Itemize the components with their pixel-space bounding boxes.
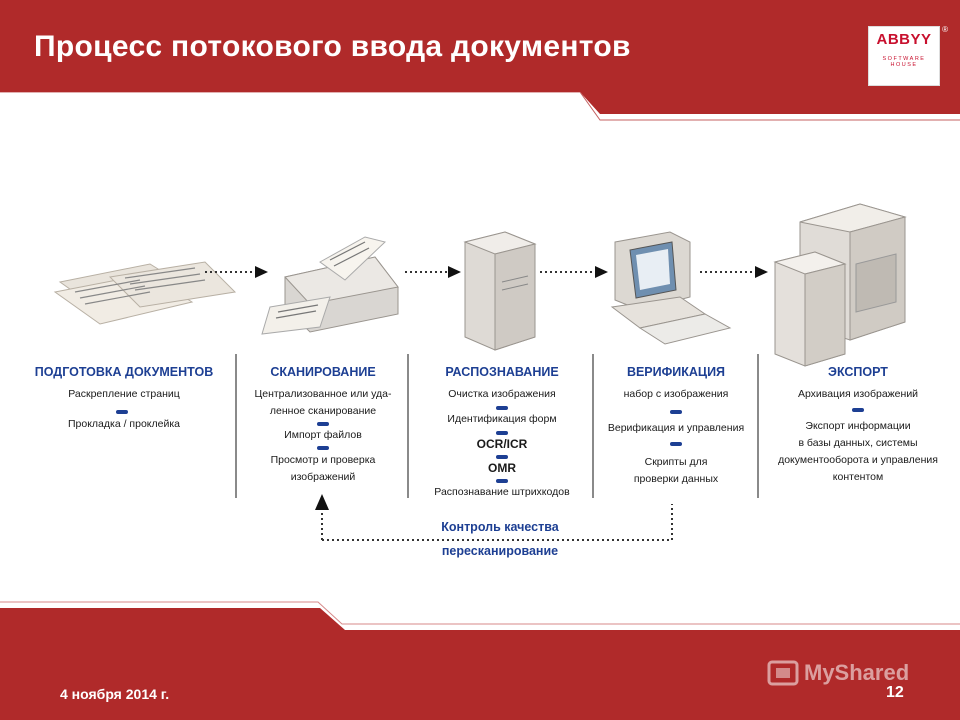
stage-bullet [317,422,329,426]
stage-bullet [496,479,508,483]
watermark-icon [766,656,800,690]
abbyy-logo [868,25,948,86]
stage-item: Распознавание штрихкодов [434,486,570,498]
stage-item: OCR/ICR [476,437,528,451]
stage-title-verification: ВЕРИФИКАЦИЯ [626,365,726,379]
flow-arrow-3 [540,266,608,278]
stage-item: ленное сканирование [269,405,377,417]
watermark-text: MyShared [804,660,910,685]
stage-item: в базы данных, системы [798,437,918,449]
stage-item: Раскрепление страниц [68,388,180,400]
stage-title-export: ЭКСПОРТ [828,365,888,379]
stage-item: Экспорт информации [805,420,911,432]
footer-banner-shape [0,608,960,660]
stage-item: Скрипты для [644,456,708,468]
stage-bullet [670,442,682,446]
stage-bullet [852,408,864,412]
header-banner-shape [0,92,960,114]
rescanning-label: пересканирование [441,544,559,558]
stage-item: Идентификация форм [447,413,557,425]
logo-registered-mark: ® [942,25,948,34]
stage-item: Просмотр и проверка [270,454,376,466]
stage-item: Централизованное или уда- [254,388,392,400]
stage-item: Верификация и управления [607,422,745,434]
flow-arrow-2 [405,266,461,278]
stage-title-recognition: РАСПОЗНАВАНИЕ [445,365,559,379]
content-panel [0,92,960,660]
flow-arrow-4 [700,266,768,278]
stage-item: проверки данных [633,473,719,485]
stage-item: Архивация изображений [797,388,919,400]
stage-bullet [670,410,682,414]
stage-title-scanning: СКАНИРОВАНИЕ [270,365,376,379]
stage-bullet [496,455,508,459]
stage-bullet [317,446,329,450]
stage-title-preparation: ПОДГОТОВКА ДОКУМЕНТОВ [34,365,214,379]
stage-bullet [116,410,128,414]
stage-item: Импорт файлов [284,429,362,441]
stage-item: OMR [488,461,516,475]
stage-item: изображений [290,471,356,483]
slide-date: 4 ноября 2014 г. [60,686,170,702]
server-illustration [465,232,535,350]
scanner-illustration [262,237,398,334]
slide-title: Процесс потокового ввода документов [34,30,631,63]
page-number: 12 [886,684,904,701]
stage-item: документооборота и управления [778,454,938,466]
stage-bullet [496,406,508,410]
papers-illustration [55,262,235,324]
quality-control-label: Контроль качества [441,520,559,534]
logo-name: ABBYY [876,31,932,48]
logo-subtitle: SOFTWARE HOUSE [882,56,926,68]
stage-bullet [496,431,508,435]
stage-item: Очистка изображения [448,388,556,400]
workstation-illustration [612,232,730,344]
export-servers-illustration [775,204,905,366]
stage-item: контентом [832,471,884,483]
stage-item: набор с изображения [623,388,729,400]
stage-item: Прокладка / проклейка [67,418,181,430]
